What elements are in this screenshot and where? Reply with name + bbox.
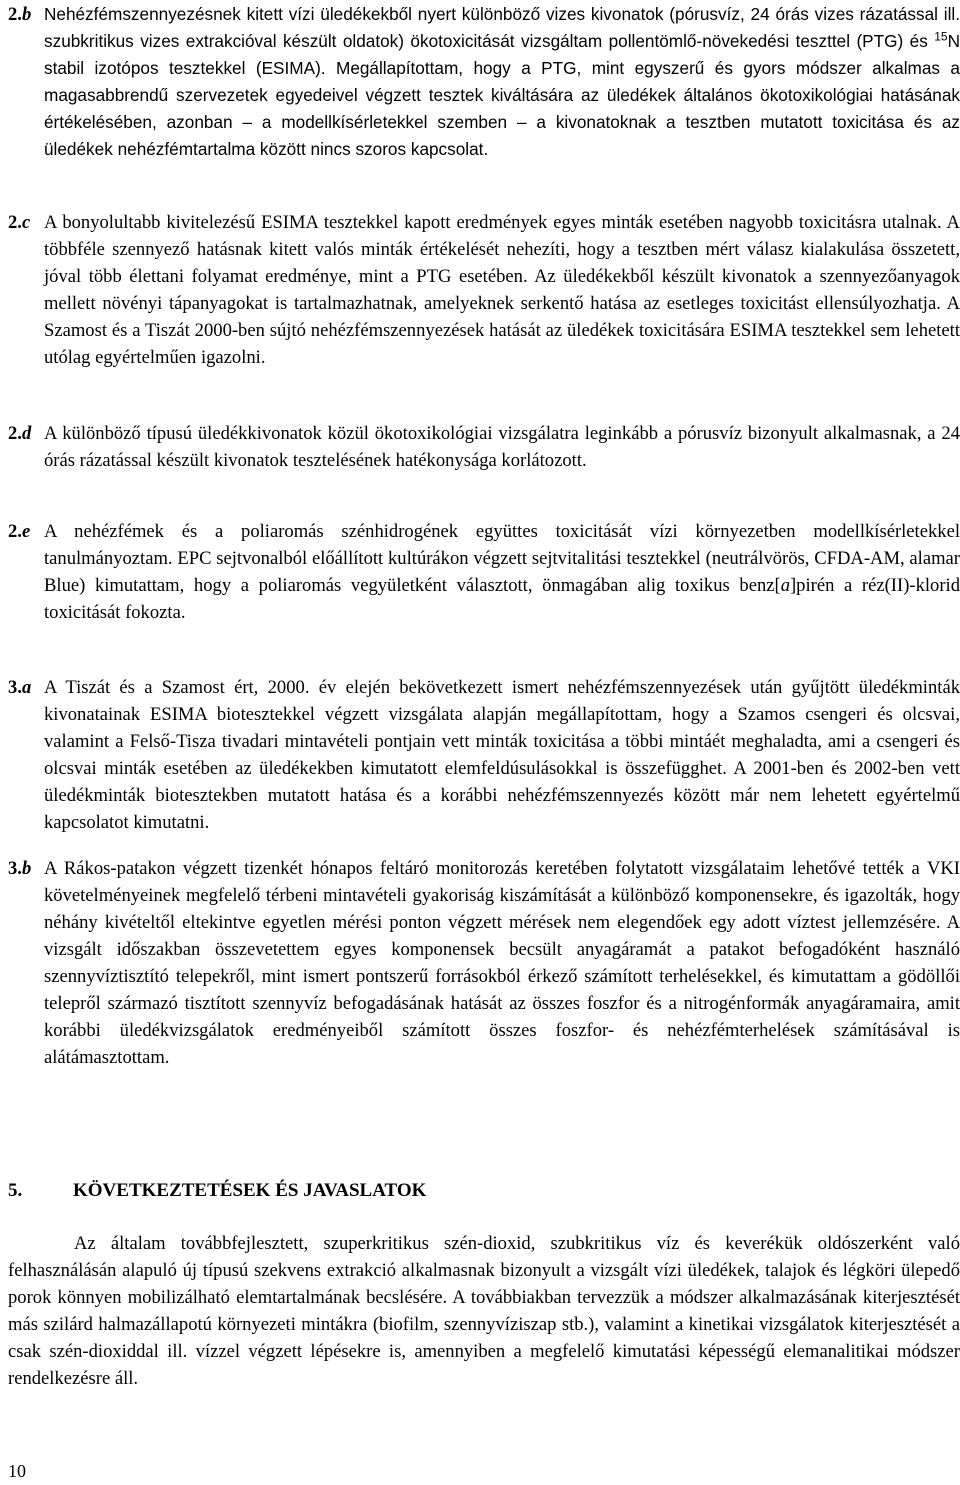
finding-number: 2.e [8,521,31,542]
finding-2d [8,420,960,474]
page-number: 10 [8,1461,26,1481]
finding-number: 2.d [8,423,32,444]
conclusion-paragraph: Az általam továbbfejlesztett, szuperkritikus szén-dioxid, szubkritikus víz és keverékük oldószerként való felhasználásán alapuló új típusú szekvens extrakció alkalmasnak bizonyult a vizsgált vízi üledékek, talajok és légköri ülepedő porok könnyen mobilizálható elemtartalmának becslésére. A továbbiakban tervezzük a módszer alkalmazásának kiterjesztését más szilárd halmazállapotú környezeti mintákra (biofilm, szennyvíziszap stb.), valamint a kinetikai vizsgálatok kiterjesztését a csak szén-dioxiddal ill. vízzel végzett lépésekre is, amennyiben a megfelelő kimutatási képességű elemanalitikai módszer rendelkezésre áll. [8,1233,960,1389]
finding-text: A nehézfémek és a poliaromás szénhidrogének együttes toxicitását vízi környezetben modellkísérletekkel tanulmányoztam. EPC sejtvonalból előállított kultúrákon végzett sejtvitalitási tesztekkel (neutrálvörös, CFDA-AM, alamar Blue) kimutattam, hogy a poliaromás vegyületként választott, önmagában alig toxikus benz[a]pirén a réz(II)-klorid toxicitását fokozta. [44,521,960,623]
finding-text: A bonyolultabb kivitelezésű ESIMA tesztekkel kapott eredmények egyes minták esetében nagyobb toxicitásra utalnak. A többféle szennyező hatásnak kitett valós minták értékelését nehezíti, hogy a tesztben mért válasz kialakulása összetett, jóval több élettani folyamat eredménye, mint a PTG esetében. Az üledékekből készült kivonatok a szennyezőanyagok mellett növényi tápanyagokat is tartalmazhatnak, amelyeknek serkentő hatása az esetleges toxicitást ellensúlyozhatja. A Szamost és a Tiszát 2000-ben sújtó nehézfémszennyezések hatását az üledékek toxicitására ESIMA tesztekkel sem lehetett utólag egyértelműen igazolni. [44,212,960,368]
finding-number: 3.b [8,858,32,879]
finding-2b [8,1,960,163]
finding-2c [8,209,960,371]
section-title: KÖVETKEZTETÉSEK ÉS JAVASLATOK [73,1180,427,1201]
finding-text: A Rákos-patakon végzett tizenkét hónapos feltáró monitorozás keretében folytatott vizsgálataim lehetővé tették a VKI követelményeinek megfelelő térbeni mintavételi gyakoriság kiszámítását a különböző komponensekre, és igazolták, hogy néhány kivételtől eltekintve egyetlen mérési ponton végzett mérések nem elegendőek egy adott víztest jellemzésére. A vizsgált időszakban összevetettem egyes komponensek becsült anyagáramát a patakot befogadóként használó szennyvíztisztító telepekről, mint ismert pontszerű forrásokból érkező számított terhelésekkel, és kimutattam a gödöllői telepről származó tisztított szennyvíz befogadásának hatását az összes foszfor és a nitrogénformák anyagáramaira, amit korábbi üledékvizsgálatok eredményeiből számított összes foszfor- és nehézfémterhelések számításával is alátámasztottam. [44,858,960,1068]
finding-text: Nehézfémszennyezésnek kitett vízi üledékekből nyert különböző vizes kivonatok (pórusvíz, 24 órás vizes rázatással ill. szubkritikus vizes extrakcióval készült oldatok) ökotoxicitását vizsgáltam pollentömlő-növekedési teszttel (PTG) és $^{15}$N stabil izotópos tesztekkel (ESIMA). Megállapítottam, hogy a PTG, mint egyszerű és gyors módszer alkalmas a magasabbrendű szervezetek egyedeivel végzett tesztek kiváltására az üledékek általános ökotoxikológiai hatásának értékelésében, azonban – a modellkísérletekkel szemben – a kivonatoknak a tesztben mutatott toxicitása és az üledékek nehézfémtartalma között nincs szoros kapcsolat. [44,4,960,159]
finding-2e [8,518,960,626]
finding-number: 3.a [8,677,32,698]
isotope-superscript: 15 [934,29,948,44]
finding-text: A különböző típusú üledékkivonatok közül ökotoxikológiai vizsgálatra leginkább a pórusvíz bizonyult alkalmasnak, a 24 órás rázatással készült kivonatok tesztelésének hatékonysága korlátozott. [44,423,960,471]
section-number: 5. [8,1180,23,1201]
finding-3b [8,855,960,1071]
finding-3a [8,674,960,836]
section-heading [8,1177,426,1204]
finding-text: A Tiszát és a Szamost ért, 2000. év elején bekövetkezett ismert nehézfémszennyezések után gyűjtött üledékminták kivonatainak ESIMA biotesztekkel végzett vizsgálata alapján megállapítottam, hogy a Szamos csengeri és olcsvai, valamint a Felső-Tisza tivadari mintavételi pontjain vett minták toxicitása a többi mintáét meghaladta, ami a csengeri és olcsvai minták esetében az üledékekben kimutatott elemfeldúsulásokkal is összefügghet. A 2001-ben és 2002-ben vett üledékminták biotesztekben mutatott hatása és a korábbi nehézfémszennyezés között már nem lehetett egyértelmű kapcsolatot kimutatni. [44,677,960,833]
finding-number: 2.b [8,4,32,25]
finding-number: 2.c [8,212,31,233]
